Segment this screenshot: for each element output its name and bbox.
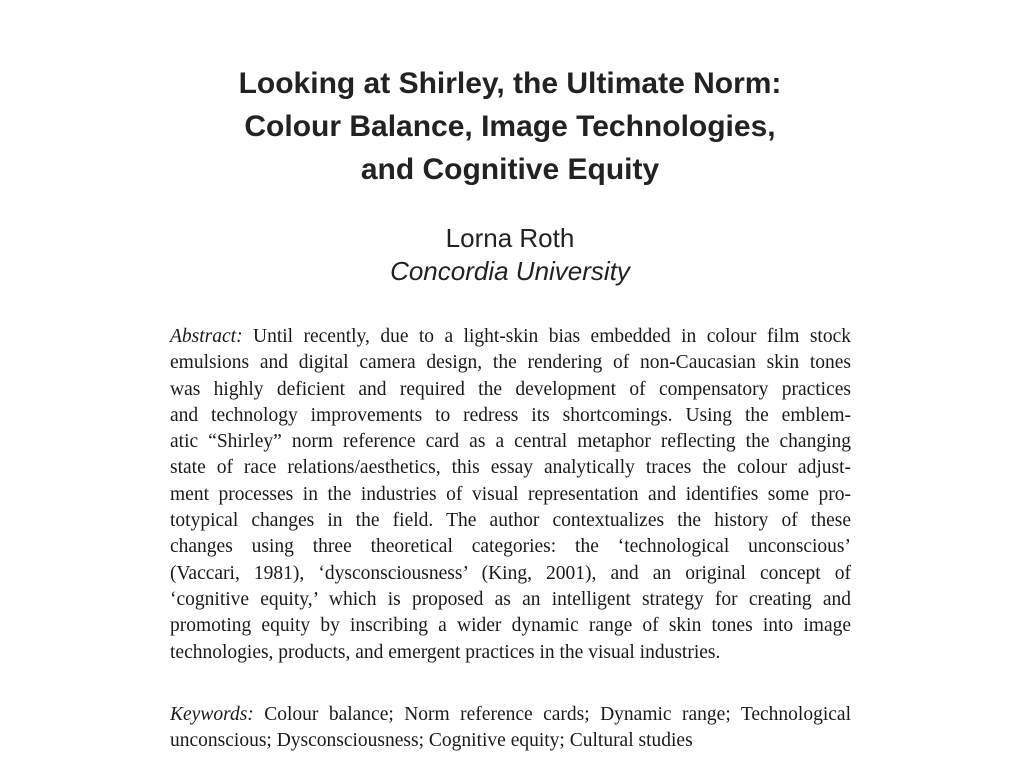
abstract-line [170, 324, 851, 350]
keywords-line-text: Colour balance; Norm reference cards; Dynamic range; Technological [253, 704, 851, 725]
keywords-line: unconscious; Dysconsciousness; Cognitive equity; Cultural studies [170, 730, 693, 752]
abstract [170, 324, 851, 666]
abstract-line: changes using three theoretical categories: the ‘technological unconscious’ [170, 536, 851, 558]
abstract-line: technologies, products, and emergent practices in the visual industries. [170, 641, 721, 663]
author-name: Lorna Roth [445, 223, 575, 253]
abstract-line: atic “Shirley” norm reference card as a central metaphor reflecting the changing [170, 431, 851, 453]
abstract-line: promoting equity by inscribing a wider dynamic range of skin tones into image [170, 615, 851, 637]
title-line: Looking at Shirley, the Ultimate Norm: [238, 67, 782, 100]
title-line: and Cognitive Equity [360, 153, 660, 186]
abstract-line: (Vaccari, 1981), ‘dysconsciousness’ (King, 2001), and an original concept of [170, 562, 851, 584]
title-line: Colour Balance, Image Technologies, [244, 110, 776, 143]
abstract-label: Abstract: [170, 326, 243, 347]
keywords [170, 702, 851, 755]
abstract-line: ‘cognitive equity,’ which is proposed as an intelligent strategy for creating and [170, 588, 851, 610]
keywords-label: Keywords: [170, 704, 254, 725]
paper-title [150, 62, 870, 191]
abstract-line: emulsions and digital camera design, the rendering of non-Caucasian skin tones [170, 352, 851, 374]
abstract-line: ment processes in the industries of visual representation and identifies some pro- [170, 483, 851, 505]
abstract-line: and technology improvements to redress its shortcomings. Using the emblem- [170, 404, 851, 426]
abstract-line: totypical changes in the field. The author contextualizes the history of these [170, 510, 851, 532]
abstract-line: state of race relations/aesthetics, this essay analytically traces the colour adjust- [170, 457, 851, 479]
keywords-line [170, 702, 851, 728]
abstract-line: was highly deficient and required the development of compensatory practices [170, 378, 851, 400]
author-block [210, 222, 810, 288]
abstract-line-text: Until recently, due to a light-skin bias embedded in colour film stock [242, 326, 851, 347]
author-affiliation: Concordia University [390, 256, 630, 286]
